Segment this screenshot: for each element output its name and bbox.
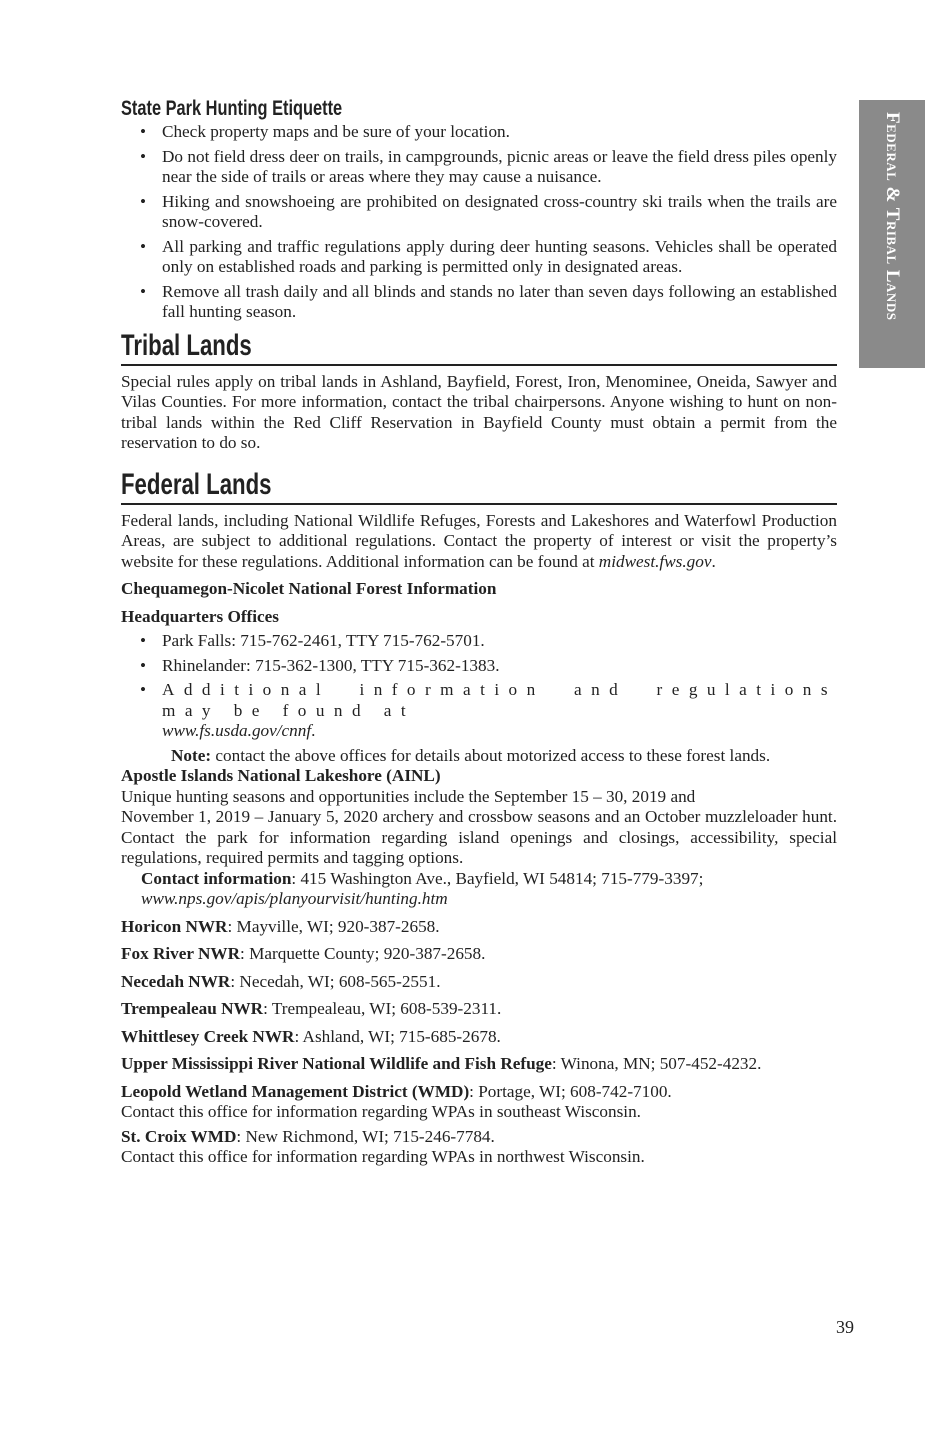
list-item xyxy=(121,999,837,1020)
cnnf-heading: Chequamegon-Nicolet National Forest Information xyxy=(121,579,497,598)
page-number: 39 xyxy=(836,1317,854,1337)
refuge-detail: : Marquette County; 920-387-2658. xyxy=(240,944,486,963)
list-item xyxy=(121,944,837,965)
wmd-name: Leopold Wetland Management District (WMD) xyxy=(121,1081,470,1101)
refuge-name: Necedah NWR xyxy=(121,971,231,991)
refuge-name: Whittlesey Creek NWR xyxy=(121,1026,295,1046)
list-item xyxy=(140,680,837,742)
list-item xyxy=(121,1054,837,1075)
tribal-body: Special rules apply on tribal lands in Ashland, Bayfield, Forest, Iron, Menominee, Oneida, Sawyer and Vilas Counties. For more information, contact the tribal chairpersons. Anyone wishing to hunt on non-tribal lands within the Red Cliff Reservation in Bayfield County must obtain a permit from the reservation to do so. xyxy=(121,371,837,452)
refuge-detail: : Ashland, WI; 715-685-2678. xyxy=(294,1026,501,1046)
cnnf-link[interactable]: www.fs.usda.gov/cnnf xyxy=(162,721,312,740)
tribal-heading-rule xyxy=(121,329,837,366)
tribal-heading: Tribal Lands xyxy=(121,328,252,362)
hq-list xyxy=(121,631,837,742)
page-content xyxy=(121,96,837,1168)
ainl-body-line1: Unique hunting seasons and opportunities include the September 15 – 30, 2019 and xyxy=(121,786,696,806)
contact-text: : 415 Washington Ave., Bayfield, WI 54814; 715-779-3397; xyxy=(291,868,704,888)
refuge-list xyxy=(121,917,837,1075)
wmd-detail: : Portage, WI; 608-742-7100. xyxy=(469,1081,672,1101)
ainl-body: November 1, 2019 – January 5, 2020 archery and crossbow seasons and an October muzzleloader hunt. Contact the park for information regarding island openings and closings, accessibility, special regulations, required permits and tagging options. xyxy=(121,807,837,867)
refuge-detail: : Trempealeau, WI; 608-539-2311. xyxy=(263,999,502,1018)
list-item: • Check property maps and be sure of your location. xyxy=(140,122,837,143)
list-item: • All parking and traffic regulations apply during deer hunting seasons. Vehicles shall be operated only on established roads and parking is permitted only in designated areas. xyxy=(140,237,837,278)
federal-body-end: . xyxy=(711,551,716,571)
federal-body-text: Federal lands, including National Wildlife Refuges, Forests and Lakeshores and Waterfowl Production Areas, are subject to additional regulations. Contact the property of interest or visit the property’s website for these regulations. Additional information can be found at xyxy=(121,510,837,571)
list-item xyxy=(121,972,837,993)
refuge-name: Horicon NWR xyxy=(121,916,228,936)
hq-heading: Headquarters Offices xyxy=(121,606,279,626)
etiquette-section xyxy=(121,96,837,323)
ainl-link[interactable]: www.nps.gov/apis/planyourvisit/hunting.htm xyxy=(141,889,448,908)
cnnf-link-end: . xyxy=(311,721,316,740)
federal-link[interactable]: midwest.fws.gov xyxy=(598,551,712,571)
cnnf-note xyxy=(121,746,837,767)
list-item: • Park Falls: 715-762-2461, TTY 715-762-5701. xyxy=(140,631,837,652)
refuge-name: Trempealeau NWR xyxy=(121,999,264,1018)
ainl-heading: Apostle Islands National Lakeshore (AINL) xyxy=(121,766,441,785)
list-item xyxy=(121,1027,837,1048)
contact-label: Contact information xyxy=(141,868,292,888)
wmd-detail: : New Richmond, WI; 715-246-7784. xyxy=(236,1126,495,1146)
wmd-name: St. Croix WMD xyxy=(121,1126,237,1146)
federal-heading-rule xyxy=(121,468,837,505)
federal-body xyxy=(121,511,837,573)
list-item xyxy=(121,917,837,938)
refuge-detail: : Mayville, WI; 920-387-2658. xyxy=(227,916,440,936)
etiquette-heading: State Park Hunting Etiquette xyxy=(121,97,343,120)
section-side-tab xyxy=(859,100,925,368)
refuge-name: Fox River NWR xyxy=(121,944,241,963)
wmd-note: Contact this office for information regarding WPAs in southeast Wisconsin. xyxy=(121,1102,641,1121)
list-item: • Hiking and snowshoeing are prohibited on designated cross-country ski trails when the trails are snow-covered. xyxy=(140,192,837,233)
list-item xyxy=(121,1127,837,1148)
side-tab-label: Federal & Tribal Lands xyxy=(882,112,903,321)
wmd-list xyxy=(121,1082,837,1168)
wmd-note: Contact this office for information regarding WPAs in northwest Wisconsin. xyxy=(121,1147,645,1166)
note-label: Note: xyxy=(171,745,212,765)
refuge-detail: : Winona, MN; 507-452-4232. xyxy=(551,1054,762,1073)
list-item: • Do not field dress deer on trails, in campgrounds, picnic areas or leave the field dress piles openly near the side of trails or areas where they may cause a nuisance. xyxy=(140,147,837,188)
federal-heading: Federal Lands xyxy=(121,467,272,501)
list-item: • Remove all trash daily and all blinds and stands no later than seven days following an established fall hunting season. xyxy=(140,282,837,323)
additional-info-text: Additional information and regulations may be found at xyxy=(162,680,837,720)
list-item: • Rhinelander: 715-362-1300, TTY 715-362-1383. xyxy=(140,656,837,677)
note-text: contact the above offices for details about motorized access to these forest lands. xyxy=(211,745,771,765)
refuge-detail: : Necedah, WI; 608-565-2551. xyxy=(230,971,441,991)
ainl-contact xyxy=(121,869,837,910)
list-item xyxy=(121,1082,837,1103)
refuge-name: Upper Mississippi River National Wildlife and Fish Refuge xyxy=(121,1054,552,1073)
etiquette-list xyxy=(121,122,837,323)
